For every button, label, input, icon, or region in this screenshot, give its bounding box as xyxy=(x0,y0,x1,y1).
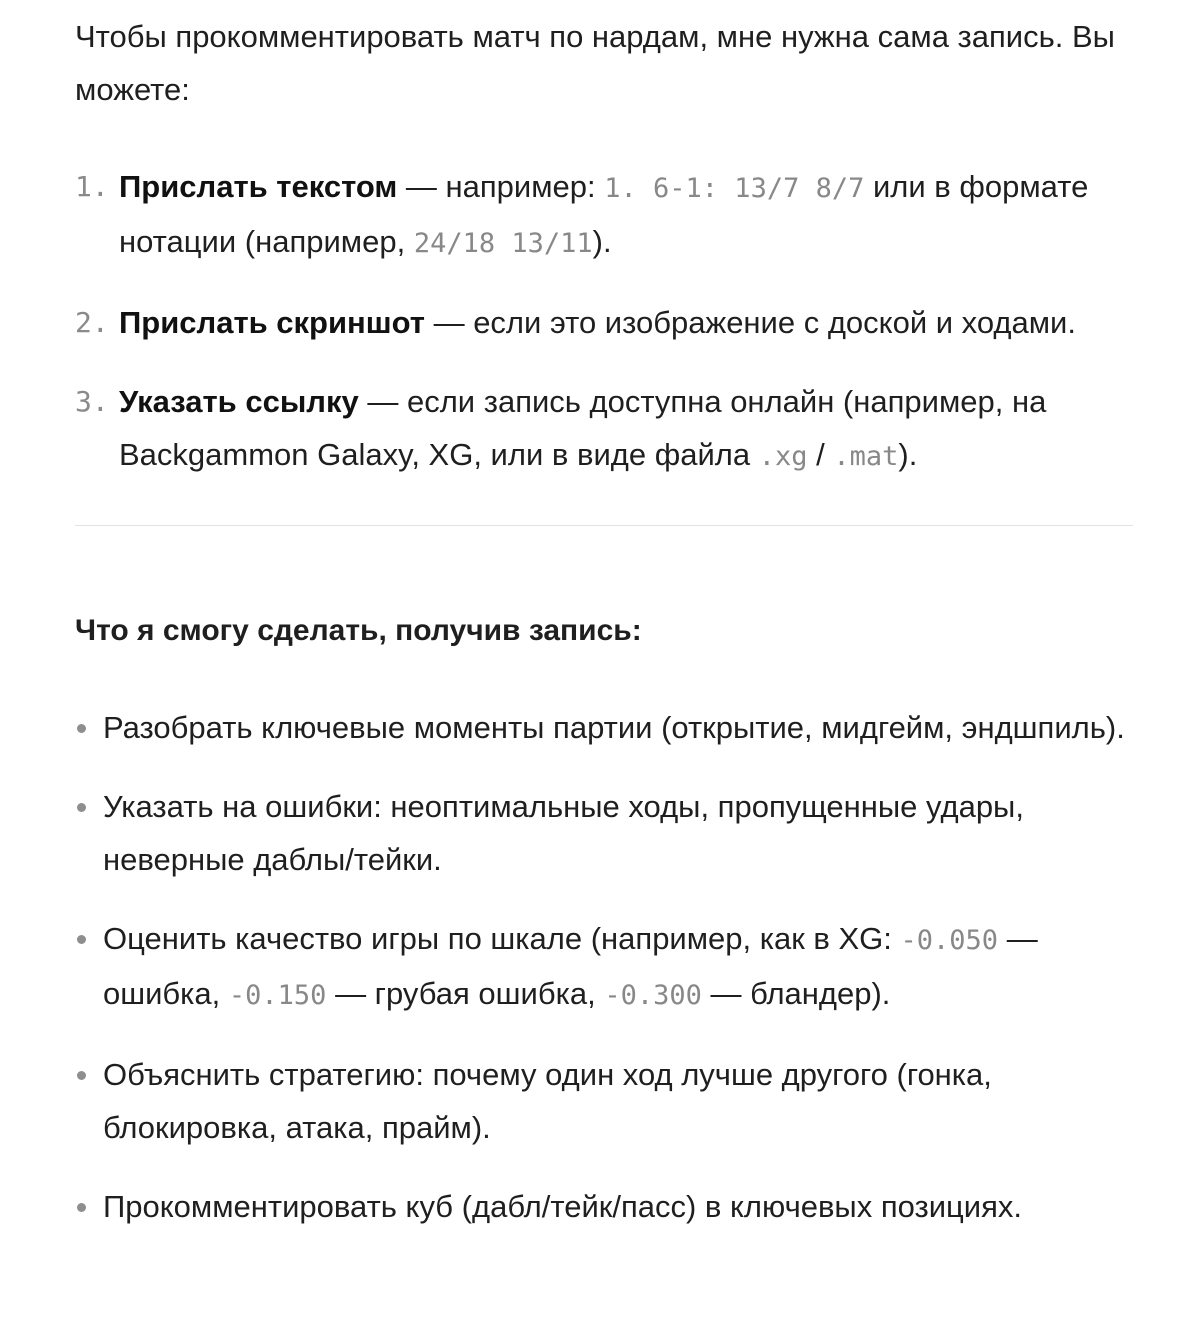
capability-text: Разобрать ключевые моменты партии (открытие, мидгейм, эндшпиль). xyxy=(103,710,1125,745)
option-title: Указать ссылку xyxy=(119,384,359,419)
list-number: 3. xyxy=(75,385,109,418)
bullet-icon xyxy=(77,724,86,733)
inline-code: 24/18 13/11 xyxy=(413,228,593,259)
capability-text: Прокомментировать куб (дабл/тейк/пасс) в ключевых позициях. xyxy=(103,1189,1023,1224)
option-text: / xyxy=(807,437,834,472)
option-text: ). xyxy=(592,224,612,259)
option-text: или в формате нотации (например, xyxy=(119,169,1089,259)
chat-message xyxy=(75,10,1133,1259)
option-text: — если запись доступна онлайн (например, на Backgammon Galaxy, XG, или в виде файла xyxy=(119,384,1047,472)
bullet-icon xyxy=(77,1203,86,1212)
capability-item xyxy=(75,780,1133,886)
option-title: Прислать текстом xyxy=(119,169,398,204)
capability-text: — бландер). xyxy=(701,976,891,1011)
list-number: 2. xyxy=(75,306,109,339)
option-title: Прислать скриншот xyxy=(119,305,425,340)
inline-code: .xg xyxy=(758,441,808,472)
inline-code: 1. 6-1: 13/7 8/7 xyxy=(604,173,865,204)
capability-text: Указать на ошибки: неоптимальные ходы, пропущенные удары, неверные даблы/тейки. xyxy=(103,789,1024,877)
option-text: — например: xyxy=(397,169,605,204)
capability-item xyxy=(75,912,1133,1022)
inline-code: -0.300 xyxy=(604,980,702,1011)
inline-code: .mat xyxy=(833,441,899,472)
capabilities-list xyxy=(75,701,1133,1233)
option-item-link xyxy=(75,375,1133,483)
inline-code: -0.050 xyxy=(900,925,999,956)
bullet-icon xyxy=(77,935,86,944)
capability-item xyxy=(75,1048,1133,1154)
capability-text: — ошибка, xyxy=(103,921,1038,1011)
options-list xyxy=(75,160,1133,483)
list-number: 1. xyxy=(75,170,109,203)
option-text: — если это изображение с доской и ходами. xyxy=(424,305,1076,340)
capability-text: Объяснить стратегию: почему один ход лучше другого (гонка, блокировка, атака, прайм). xyxy=(103,1057,992,1145)
capability-text: — грубая ошибка, xyxy=(326,976,605,1011)
capability-text: Оценить качество игры по шкале (например, как в XG: xyxy=(103,921,901,956)
capability-item xyxy=(75,1180,1133,1233)
intro-paragraph: Чтобы прокомментировать матч по нардам, мне нужна сама запись. Вы можете: xyxy=(75,19,1115,107)
option-item-text xyxy=(75,160,1133,270)
option-text: ). xyxy=(898,437,918,472)
option-item-screenshot xyxy=(75,296,1133,349)
bullet-icon xyxy=(77,803,86,812)
divider xyxy=(75,525,1133,526)
bullet-icon xyxy=(77,1071,86,1080)
inline-code: -0.150 xyxy=(228,980,327,1011)
capability-item xyxy=(75,701,1133,754)
section-heading: Что я смогу сделать, получив запись: xyxy=(75,614,642,647)
